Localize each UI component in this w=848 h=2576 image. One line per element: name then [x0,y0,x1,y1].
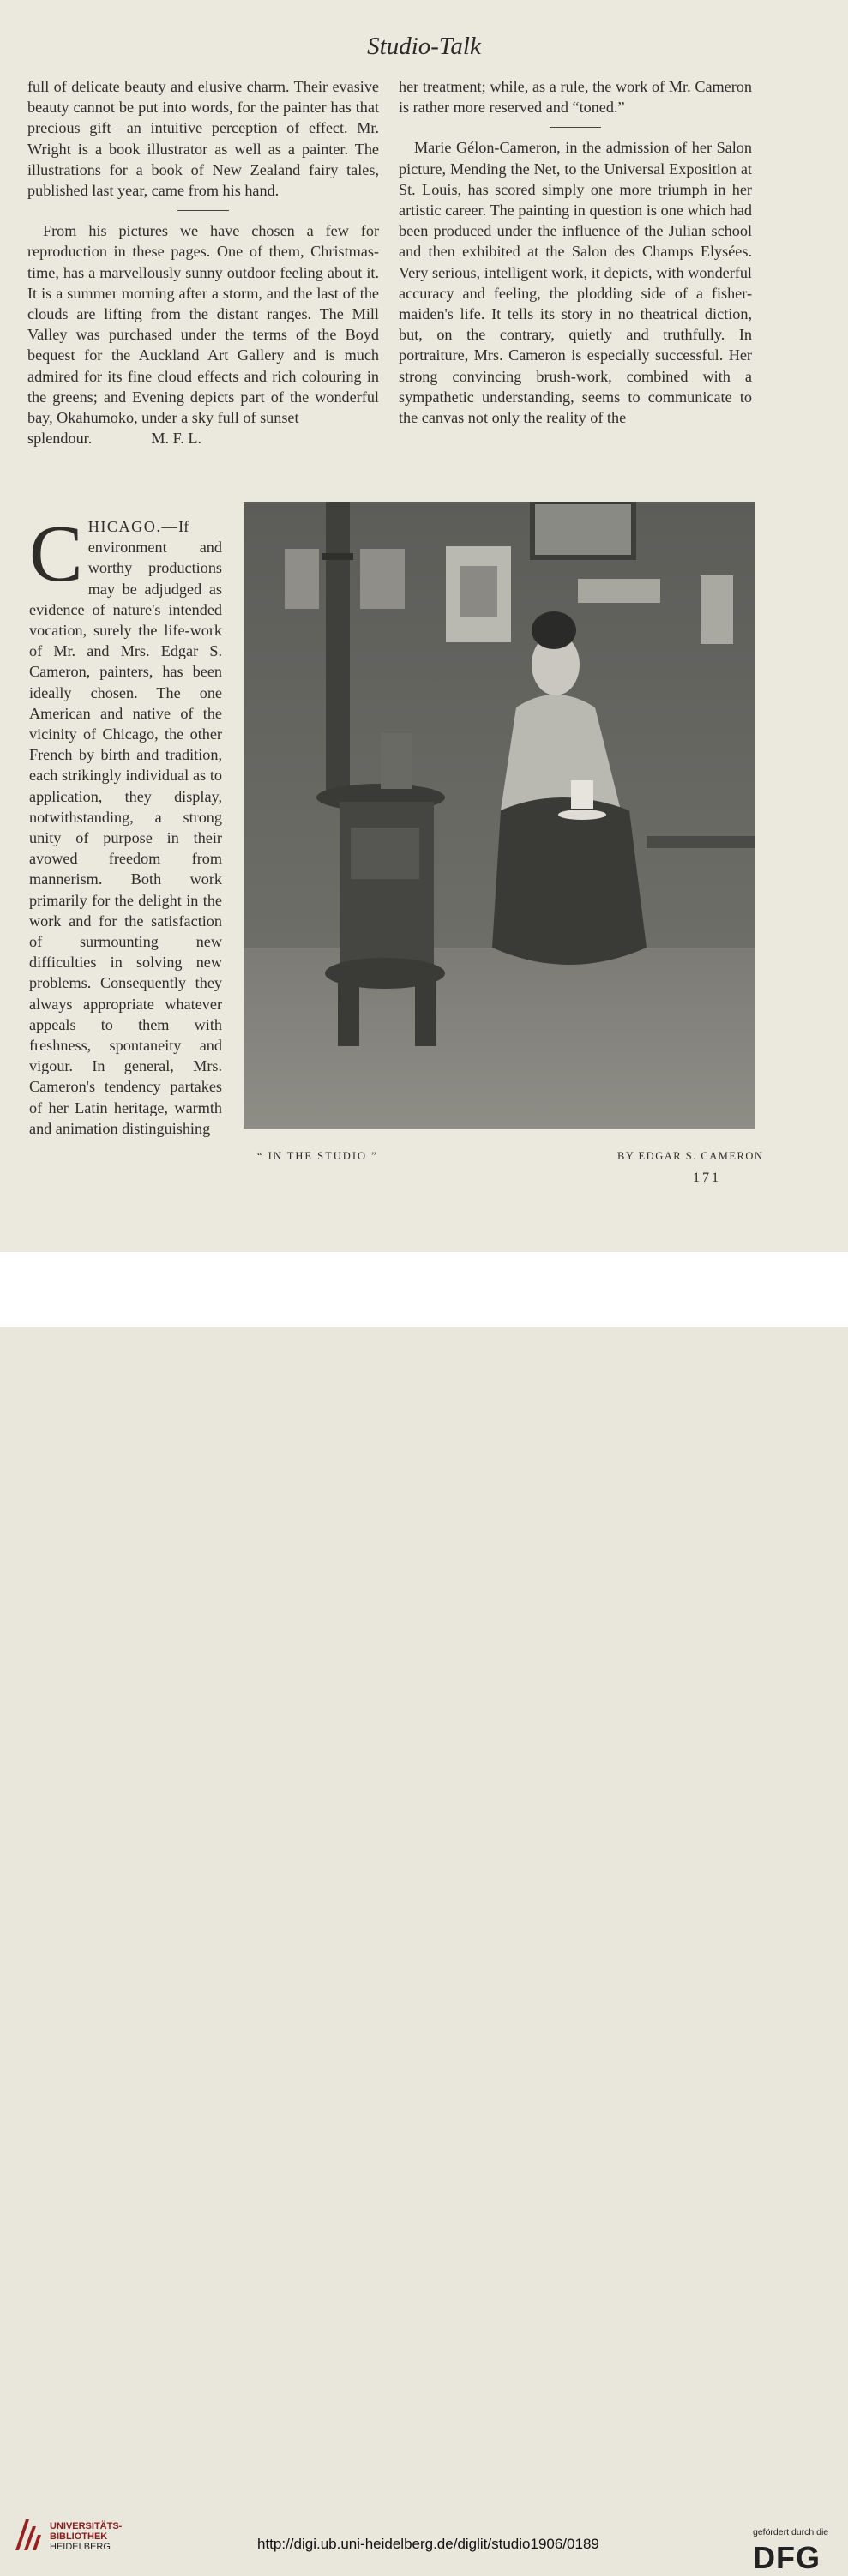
chicago-section [29,509,222,1139]
section-divider [550,127,601,128]
painting-illustration [244,502,755,1129]
figure-caption-title: “ IN THE STUDIO ” [257,1150,378,1162]
viewer-footer [0,1252,848,2575]
closing-word: splendour. [27,430,93,448]
paragraph: her treatment; while, as a rule, the work of Mr. Cameron is rather more reserved and “toned.” [399,78,752,117]
left-column-top [27,76,379,448]
library-name: UNIVERSITÄTS- BIBLIOTHEK HEIDELBERG [50,2521,123,2552]
author-initials: M. F. L. [151,430,202,448]
paragraph: From his pictures we have chosen a few for reproduction in these pages. One of them, Christmas-time, has a marvellously sunny outdoor feeling about it. It is a summer morning after a storm, and the last of the clouds are lifting from the distant ranges. The Mill Valley was purchased under the terms of the Boyd bequest for the Auckland Art Gallery and is much admired for its fine cloud effects and rich colouring in the greens; and Evening depicts part of the wonderful bay, Okahumoko, under a sky full of sunset [27,222,379,427]
funded-by-label: gefördert durch die [753,2527,829,2537]
page [0,0,848,1252]
dfg-logo: DFG [753,2540,821,2575]
chicago-text: If environment and worthy productions may be adjudged as evidence of nature's intended vocation, surely the life-work of Mr. and Mrs. Edgar S. Cameron, painters, has been ideally chosen. The one American and native of the vicinity of Chicago, the other French by birth and tradition, each strikingly individual as to application, they display, notwithstanding, a strong unity of purpose in their avowed freedom from mannerism. Both work primarily for the delight in the work and for the satisfaction of surmounting new difficulties in solving new problems. Consequently they always appropriate whatever appeals to them with freshness, spontaneity and vigour. In general, Mrs. Cameron's tendency partakes of her Latin heritage, warmth and animation distinguishing [29,518,222,1137]
section-divider [177,210,229,211]
paragraph: full of delicate beauty and elusive charm. Their evasive beauty cannot be put into words, for the painter has that precious gift—an intuitive perception of effect. Mr. Wright is a book illustrator as well as a painter. The illustrations for a book of New Zealand fairy tales, published last year, came from his hand. [27,78,379,200]
right-column [399,76,752,428]
page-number: 171 [693,1171,721,1185]
painting-in-the-studio [244,502,755,1129]
page-title: Studio-Talk [367,33,481,60]
figure-caption-credit: BY EDGAR S. CAMERON [617,1150,764,1162]
paragraph: Marie Gélon-Cameron, in the admission of her Salon picture, Mending the Net, to the Universal Exposition at St. Louis, has scored simply one more triumph in her artistic career. The painting in question is one which had been produced under the influence of the Julian school and then exhibited at the Salon des Champs Elysées. Very serious, intelligent work, it depicts, with wonderful accuracy and feeling, the plodding side of a fisher-maiden's life. It tells its story in no theatrical diction, but, on the contrary, quietly and truthfully. In portraiture, Mrs. Cameron is especially successful. Her strong convincing brush-work, combined with a sympathetic understanding, seems to communicate to the canvas not only the reality of the [399,139,752,427]
permalink-url[interactable]: http://digi.ub.uni-heidelberg.de/diglit/studio1906/0189 [257,2536,599,2552]
drop-cap: C [29,509,83,599]
signature-line [27,428,379,448]
section-lead: HICAGO.— [87,518,179,535]
library-logo-icon [12,2516,43,2554]
chicago-paragraph [29,509,222,1139]
